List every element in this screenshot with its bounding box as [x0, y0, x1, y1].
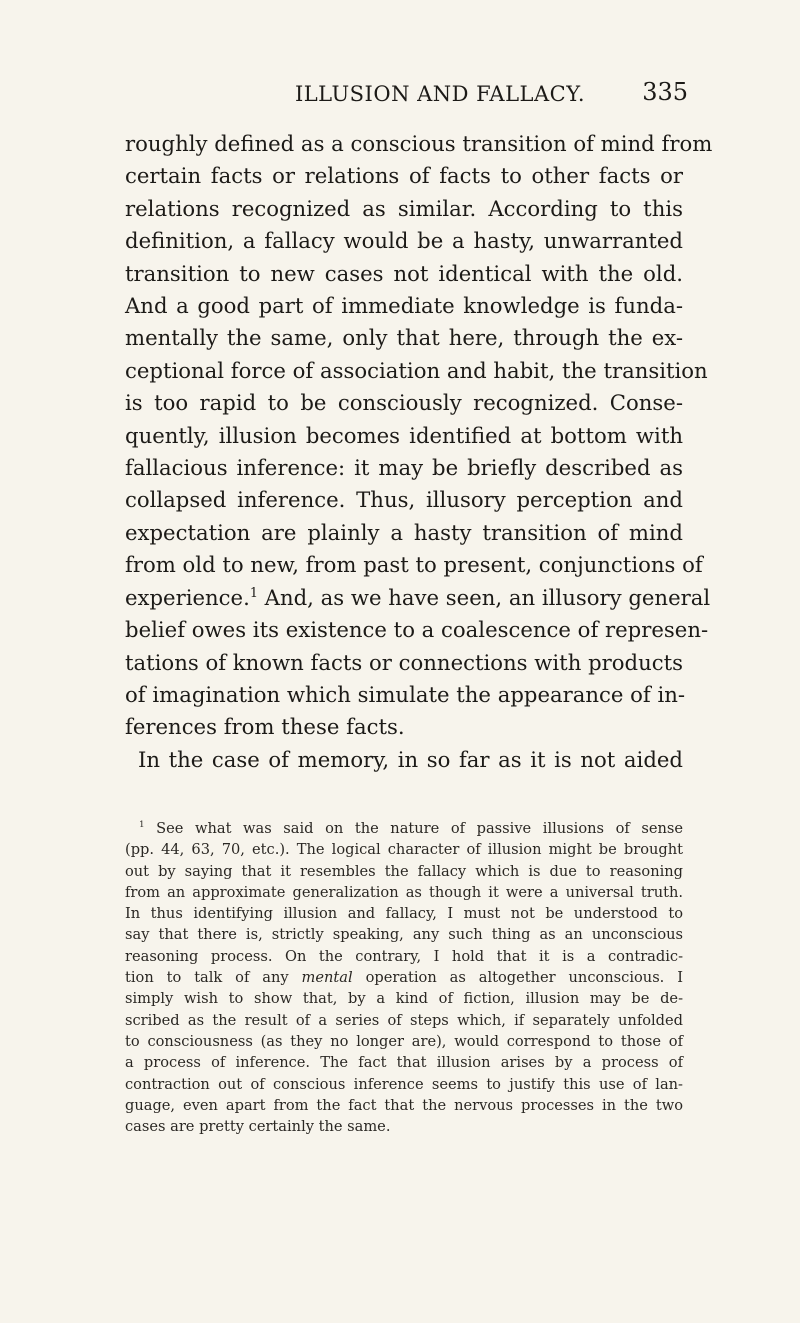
body-text — [125, 128, 713, 776]
footnote-line: to consciousness (as they no longer are), would correspond to those of — [125, 1032, 683, 1050]
footnote-reference: 1 — [249, 584, 258, 600]
footnote-line: $^1$ See what was said on the nature of passive illusions of sense — [139, 820, 683, 837]
footnote-line: scribed as the result of a series of steps which, if separately unfolded — [125, 1011, 683, 1029]
body-line: roughly defined as a conscious transition of mind from — [125, 131, 713, 156]
footnote-line: (pp. 44, 63, 70, etc.). The logical character of illusion might be brought — [125, 841, 683, 859]
body-line: certain facts or relations of facts to other facts or — [125, 163, 683, 189]
emphasized-word: mental — [301, 969, 353, 987]
footnote-marker: 1 — [139, 820, 145, 831]
body-line-start: experience. — [125, 584, 250, 610]
body-line: quently, illusion becomes identified at bottom with — [125, 422, 683, 448]
footnote — [125, 818, 683, 1137]
body-line: expectation are plainly a hasty transition of mind — [125, 519, 683, 545]
body-line: ceptional force of association and habit, the transition — [125, 357, 708, 383]
footnote-line: simply wish to show that, by a kind of fiction, illusion may be de- — [125, 990, 683, 1008]
footnote-line: tion to talk of any mental operation as altogether unconscious. I — [125, 969, 683, 987]
body-line: relations recognized as similar. According to this — [125, 195, 683, 221]
body-line: And a good part of immediate knowledge is funda- — [125, 293, 683, 319]
body-line: fallacious inference: it may be briefly described as — [125, 455, 683, 481]
footnote-line: contraction out of conscious inference seems to justify this use of lan- — [125, 1075, 683, 1093]
body-line: ferences from these facts. — [125, 714, 405, 740]
body-line: mentally the same, only that here, through the ex- — [125, 325, 683, 351]
body-line: from old to new, from past to present, conjunctions of — [125, 552, 703, 578]
footnote-line: guage, even apart from the fact that the nervous processes in the two — [125, 1096, 683, 1114]
footnote-line: reasoning process. On the contrary, I hold that it is a contradic- — [125, 947, 683, 965]
body-line — [125, 582, 711, 614]
body-line: In the case of memory, in so far as it is not aided — [138, 746, 683, 772]
body-line: collapsed inference. Thus, illusory perception and — [125, 487, 683, 513]
footnote-line: from an approximate generalization as though it were a universal truth. — [125, 883, 683, 901]
body-line-end: And, as we have seen, an illusory general — [257, 584, 711, 610]
body-line: tations of known facts or connections with products — [125, 649, 683, 675]
body-line: definition, a fallacy would be a hasty, unwarranted — [125, 228, 683, 254]
footnote-line: say that there is, strictly speaking, any such thing as an unconscious — [125, 926, 683, 944]
body-line: is too rapid to be consciously recognized. Conse- — [125, 390, 683, 416]
footnote-line: out by saying that it resembles the fallacy which is due to reasoning — [125, 862, 683, 880]
footnote-line: In thus identifying illusion and fallacy, I must not be understood to — [125, 905, 683, 923]
footnote-line: a process of inference. The fact that illusion arises by a process of — [125, 1054, 683, 1072]
running-title: ILLUSION AND FALLACY. — [294, 82, 586, 106]
body-line: of imagination which simulate the appearance of in- — [125, 681, 686, 707]
body-line: transition to new cases not identical with the old. — [125, 260, 683, 286]
page-number: 335 — [642, 78, 688, 106]
body-line: belief owes its existence to a coalescence of represen- — [125, 617, 709, 643]
footnote-line: cases are pretty certainly the same. — [125, 1118, 391, 1136]
